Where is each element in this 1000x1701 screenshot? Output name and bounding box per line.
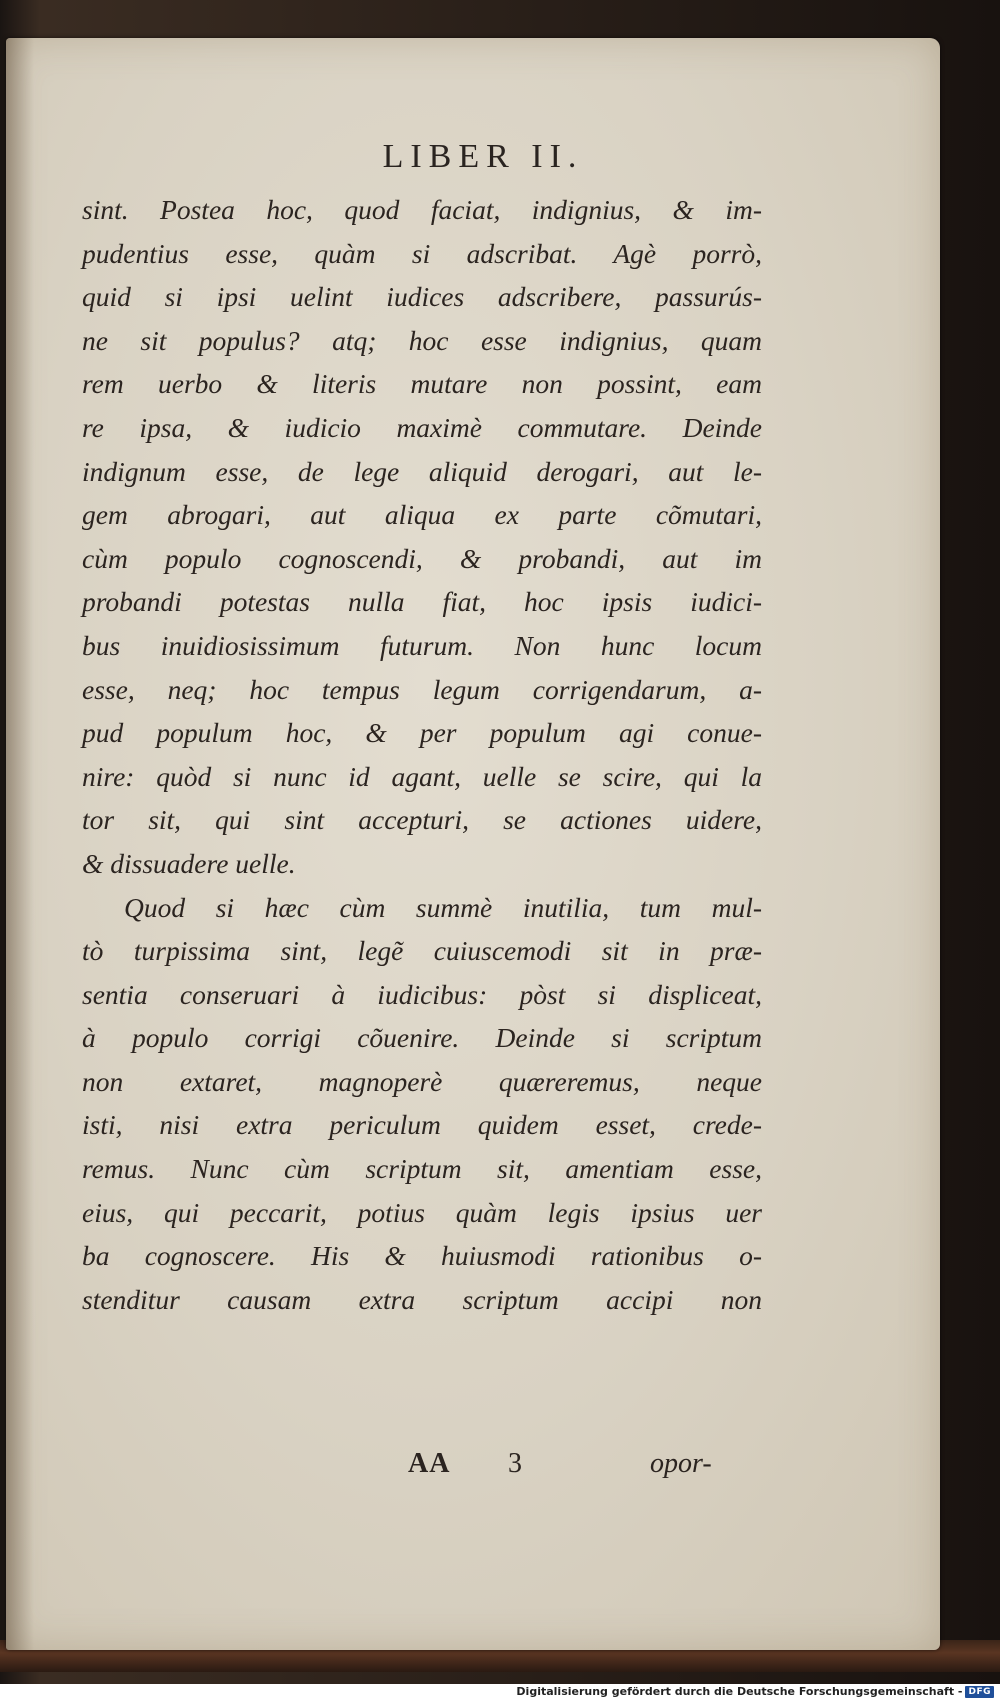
- text-line: à populo corrigi cõuenire. Deinde si scriptum: [82, 1022, 762, 1054]
- catchword: opor-: [650, 1448, 712, 1479]
- text-line: pudentius esse, quàm si adscribat. Agè porrò,: [82, 237, 762, 269]
- text-line: isti, nisi extra periculum quidem esset, crede-: [82, 1109, 762, 1141]
- text-line: indignum esse, de lege aliquid derogari, aut le-: [82, 455, 762, 487]
- folio-number: 3: [508, 1448, 522, 1479]
- credit-bar: [0, 1684, 1000, 1701]
- credit-line: [516, 1685, 994, 1698]
- text-line: rem uerbo & literis mutare non possint, eam: [82, 368, 762, 400]
- signature-mark: AA: [408, 1448, 451, 1479]
- paragraph: [82, 188, 762, 886]
- spine-shadow: [6, 38, 34, 1650]
- text-line: non extaret, magnoperè quæreremus, neque: [82, 1065, 762, 1097]
- text-line: remus. Nunc cùm scriptum sit, amentiam esse,: [82, 1153, 762, 1185]
- text-line: gem abrogari, aut aliqua ex parte cõmutari,: [82, 499, 762, 531]
- paragraph: [82, 886, 762, 1322]
- book-page: [6, 38, 940, 1650]
- text-line: probandi potestas nulla fiat, hoc ipsis iudici-: [82, 586, 762, 618]
- dfg-logo-icon: DFG: [965, 1686, 994, 1698]
- text-line: sentia conseruari à iudicibus: pòst si displiceat,: [82, 978, 762, 1010]
- text-line: pud populum hoc, & per populum agi conue-: [82, 717, 762, 749]
- text-line: & dissuadere uelle.: [82, 847, 296, 879]
- text-line: nire: quòd si nunc id agant, uelle se scire, qui la: [82, 760, 762, 792]
- text-line: bus inuidiosissimum futurum. Non hunc locum: [82, 629, 762, 661]
- text-line: cùm populo cognoscendi, & probandi, aut im: [82, 542, 762, 574]
- text-line: stenditur causam extra scriptum accipi non: [82, 1283, 762, 1315]
- text-line: ba cognoscere. His & huiusmodi rationibus o-: [82, 1240, 762, 1272]
- text-line: ne sit populus? atq; hoc esse indignius, quam: [82, 324, 762, 356]
- text-line: quid si ipsi uelint iudices adscribere, passurús-: [82, 281, 762, 313]
- body-text: [82, 188, 762, 1321]
- credit-text: Digitalisierung gefördert durch die Deutsche Forschungsgemeinschaft -: [516, 1685, 963, 1698]
- running-head: LIBER II.: [382, 138, 584, 175]
- text-line: re ipsa, & iudicio maximè commutare. Deinde: [82, 411, 762, 443]
- text-line: tor sit, qui sint accepturi, se actiones uidere,: [82, 804, 762, 836]
- text-line: sint. Postea hoc, quod faciat, indignius, & im-: [82, 194, 762, 225]
- text-line: eius, qui peccarit, potius quàm legis ipsius uer: [82, 1196, 762, 1228]
- text-line: tò turpissima sint, legẽ cuiuscemodi sit in præ-: [82, 935, 762, 967]
- text-line: esse, neq; hoc tempus legum corrigendarum, a-: [82, 673, 762, 705]
- text-line: Quod si hæc cùm summè inutilia, tum mul-: [124, 891, 762, 923]
- page-footer: [6, 1448, 940, 1488]
